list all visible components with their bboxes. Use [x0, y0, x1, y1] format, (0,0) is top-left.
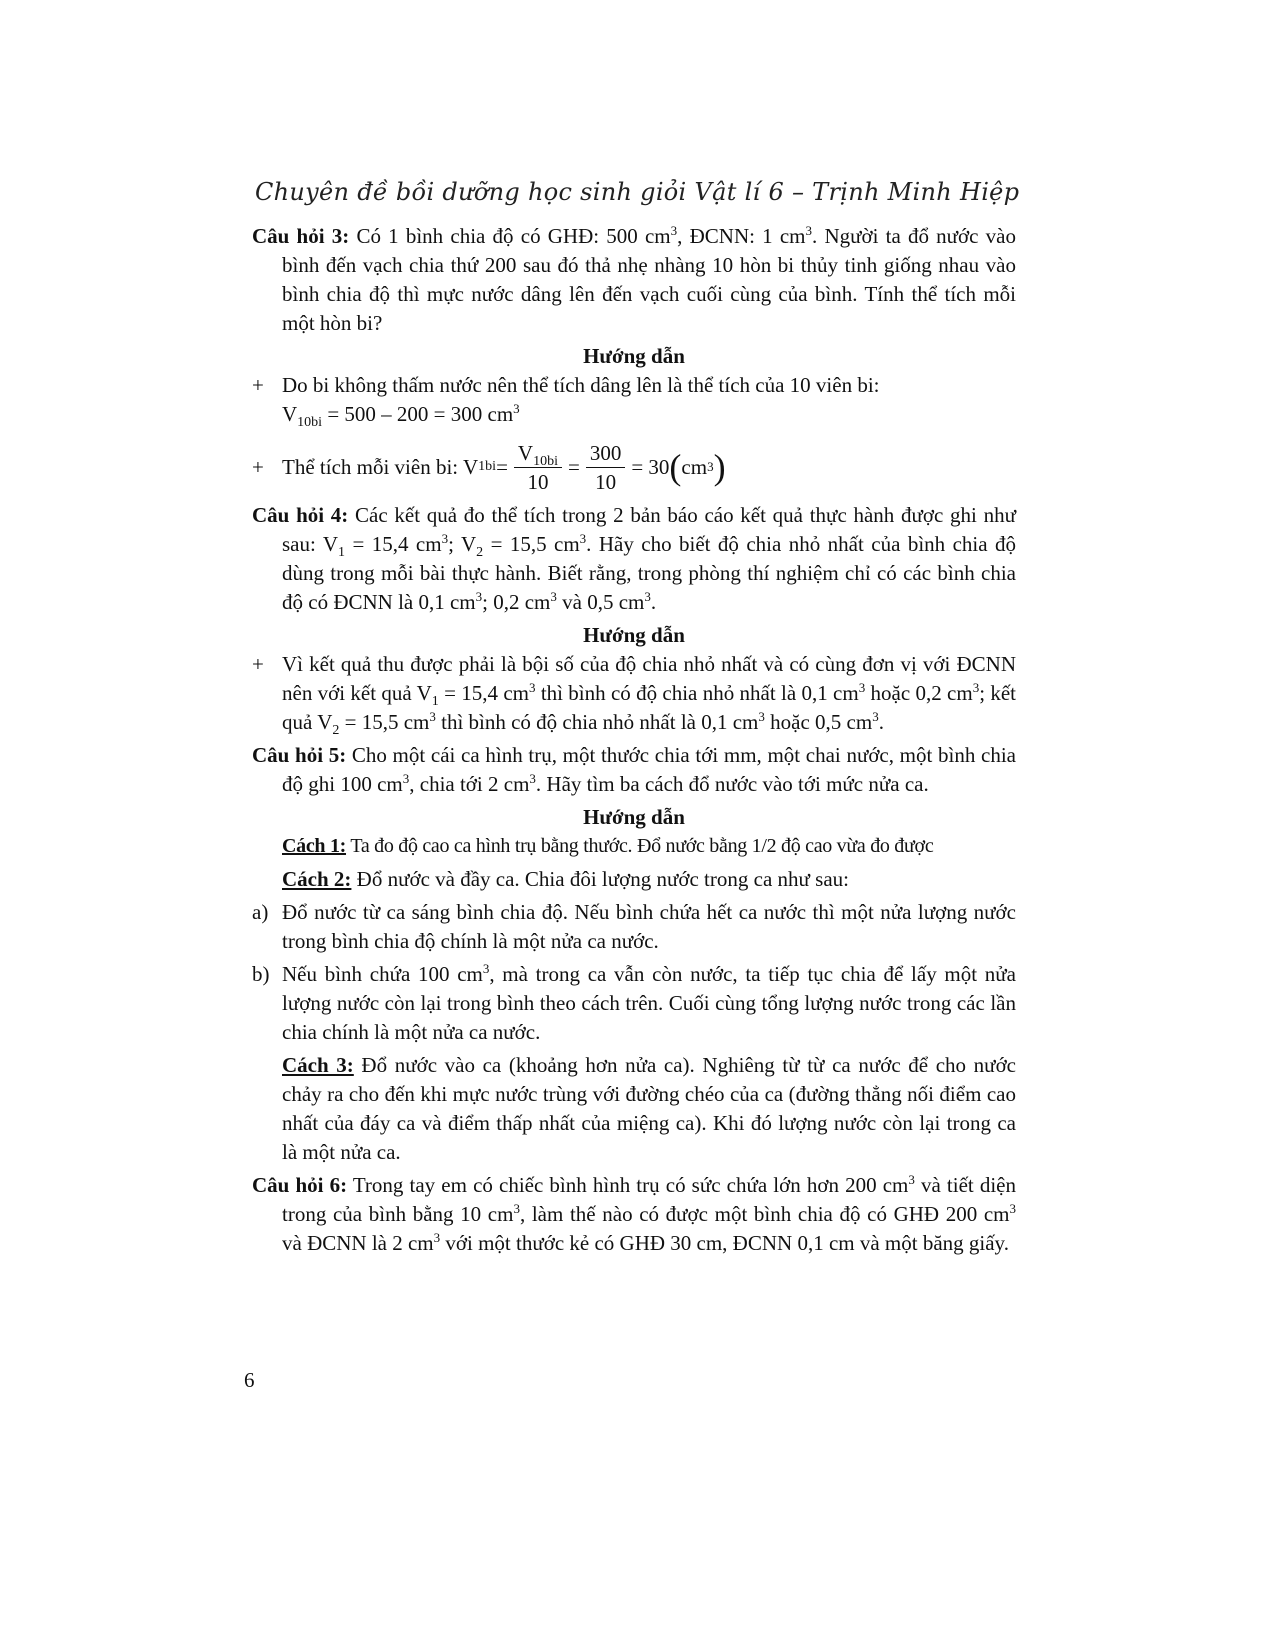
superscript: 3	[402, 771, 410, 786]
page-number: 6	[244, 1368, 255, 1392]
superscript: 3	[758, 709, 765, 724]
list-marker: a)	[252, 900, 269, 924]
paren-close: )	[713, 447, 726, 487]
method-3	[252, 1051, 1016, 1167]
guide-heading: Hướng dẫn	[583, 623, 685, 647]
running-header: Chuyên đề bồi dưỡng học sinh giỏi Vật lí 6 – Trịnh Minh Hiệp	[255, 178, 1020, 206]
superscript: 3	[858, 680, 866, 695]
superscript: 3	[670, 223, 678, 238]
method-1	[252, 832, 1016, 861]
question-5	[252, 741, 1016, 799]
guide-text: ; kết quả V	[282, 681, 1016, 734]
plus-marker: +	[252, 652, 264, 676]
guide-heading: Hướng dẫn	[583, 805, 685, 829]
fraction-denominator: 10	[595, 469, 617, 494]
question-6-text: , làm thế nào có được một bình chia độ có GHĐ 200 cm	[519, 1202, 1010, 1226]
superscript: 3	[529, 771, 536, 786]
superscript: 3	[1009, 1201, 1016, 1216]
formula-text: = 500 – 200 = 300 cm	[322, 402, 514, 426]
superscript: 3	[441, 531, 449, 546]
superscript: 3	[805, 223, 812, 238]
guide-text: .	[878, 710, 884, 734]
equals-sign: =	[496, 454, 508, 479]
question-6-label: Câu hỏi 6:	[252, 1173, 348, 1197]
superscript: 3	[872, 709, 879, 724]
superscript: 3	[644, 589, 651, 604]
question-6-text: với một thước kẻ có GHĐ 30 cm, ĐCNN 0,1 cm và một băng giấy.	[440, 1231, 1009, 1255]
question-5-text: . Hãy tìm ba cách đổ nước vào tới mức nửa ca.	[535, 772, 929, 796]
method-1-label: Cách 1:	[282, 835, 347, 857]
guide-text: thì bình có độ chia nhỏ nhất là 0,1 cm	[535, 681, 859, 705]
question-3-label: Câu hỏi 3:	[252, 224, 350, 248]
fraction	[586, 439, 626, 496]
formula-result: = 30	[631, 454, 670, 479]
superscript: 3	[433, 1230, 441, 1245]
step-text: , mà trong ca vẫn còn nước, ta tiếp tục chia để lấy một nửa lượng nước còn lại trong bình theo cách trên. Cuối cùng tổng lượng nước trong các lần chia chính là một nửa ca nước.	[282, 962, 1016, 1044]
formula-text: Thể tích mỗi viên bi: V	[282, 454, 479, 479]
question-6-text: và ĐCNN là 2 cm	[282, 1231, 434, 1255]
fraction	[514, 439, 562, 496]
superscript: 3	[972, 680, 980, 695]
formula-symbol: V	[517, 440, 534, 465]
step-text: Nếu bình chứa 100 cm	[282, 962, 483, 986]
question-5-label: Câu hỏi 5:	[252, 743, 347, 767]
guide-text: Do bi không thấm nước nên thể tích dâng lên là thể tích của 10 viên bi:	[282, 373, 880, 397]
method-2-step-b	[252, 960, 1016, 1047]
guide-item	[252, 371, 1016, 429]
formula	[282, 400, 1016, 429]
method-2-text: Đổ nước và đầy ca. Chia đôi lượng nước trong ca như sau:	[351, 867, 849, 891]
subscript: 1	[338, 545, 346, 561]
question-3	[252, 222, 1016, 338]
page-content	[252, 222, 1016, 1262]
guide-item	[252, 650, 1016, 737]
superscript: 3	[482, 961, 490, 976]
paren-open: (	[669, 447, 682, 487]
fraction-numerator: 300	[586, 439, 626, 468]
question-4-text: = 15,5 cm	[483, 532, 580, 556]
superscript: 3	[475, 589, 483, 604]
formula-symbol: V	[282, 402, 298, 426]
superscript: 3	[550, 589, 557, 604]
guide-text: hoặc 0,5 cm	[764, 710, 873, 734]
method-2-label: Cách 2:	[282, 867, 352, 891]
question-5-text: Cho một cái ca hình trụ, một thước chia tới mm, một chai nước, một bình chia độ ghi 100 cm	[282, 743, 1016, 796]
volume-formula: + Thể tích mỗi viên bi: V 1bi = $\frac{V_{10bi}}{10}$ = $\frac{300}{10}$ = 30 ( cm 3 )	[252, 440, 726, 494]
question-3-text: Có 1 bình chia độ có GHĐ: 500 cm	[349, 224, 671, 248]
question-4-text: Các kết quả đo thể tích trong 2 bản báo cáo kết quả thực hành được ghi như sau: V	[282, 503, 1016, 556]
subscript: 2	[332, 723, 340, 739]
subscript: 1	[431, 694, 439, 710]
question-4	[252, 501, 1016, 617]
method-1-text: Ta đo độ cao ca hình trụ bằng thước. Đổ nước bằng 1/2 độ cao vừa đo được	[346, 835, 934, 857]
question-4-text: và 0,5 cm	[556, 590, 645, 614]
question-6	[252, 1171, 1016, 1258]
superscript: 3	[513, 401, 520, 416]
question-4-text: . Hãy cho biết độ chia nhỏ nhất của bình chia độ dùng trong mỗi bài thực hành. Biết rằng, trong phòng thí nghiệm chỉ có các bình chia độ có ĐCNN là 0,1 cm	[282, 532, 1016, 614]
method-2-step-a	[252, 898, 1016, 956]
unit: cm	[681, 454, 708, 479]
question-4-text: .	[650, 590, 657, 614]
fraction-denominator: 10	[527, 469, 549, 494]
equals-sign: =	[567, 454, 580, 479]
question-5-text: , chia tới 2 cm	[409, 772, 530, 796]
question-3-text: , ĐCNN: 1 cm	[677, 224, 806, 248]
question-4-label: Câu hỏi 4:	[252, 503, 349, 527]
step-text: Đổ nước từ ca sáng bình chia độ. Nếu bình chứa hết ca nước thì một nửa lượng nước trong bình chia độ chính là một nửa ca nước.	[282, 900, 1016, 953]
method-2	[252, 865, 1016, 894]
question-6-text: và tiết diện trong của bình bằng 10 cm	[282, 1173, 1017, 1226]
question-4-text: ; 0,2 cm	[482, 590, 551, 614]
fraction-numerator	[514, 439, 562, 468]
superscript: 3	[579, 531, 587, 546]
plus-marker: +	[252, 455, 264, 479]
superscript: 3	[429, 709, 436, 724]
plus-marker: +	[252, 373, 264, 397]
guide-text: hoặc 0,2 cm	[865, 681, 973, 705]
guide-text: Vì kết quả thu được phải là bội số của độ chia nhỏ nhất và có cùng đơn vị với ĐCNN nên với kết quả V	[282, 652, 1016, 705]
question-4-text: = 15,4 cm	[345, 532, 442, 556]
subscript: 10bi	[533, 453, 558, 469]
superscript: 3	[529, 680, 536, 695]
list-marker: b)	[252, 962, 270, 986]
question-6-text: Trong tay em có chiếc bình hình trụ có sức chứa lớn hơn 200 cm	[347, 1173, 909, 1197]
superscript: 3	[908, 1172, 915, 1187]
subscript: 10bi	[297, 415, 323, 431]
guide-heading: Hướng dẫn	[583, 344, 685, 368]
subscript: 2	[476, 545, 484, 561]
method-3-text: Đổ nước vào ca (khoảng hơn nửa ca). Nghiêng từ từ ca nước để cho nước chảy ra cho đến khi mực nước trùng với đường chéo của ca (đường thẳng nối điểm cao nhất của đáy ca và điểm thấp nhất của miệng ca). Khi đó lượng nước còn lại trong ca là một nửa ca.	[282, 1053, 1016, 1164]
superscript: 3	[513, 1201, 520, 1216]
guide-text: thì bình có độ chia nhỏ nhất là 0,1 cm	[435, 710, 759, 734]
question-3-text: . Người ta đổ nước vào bình đến vạch chia thứ 200 sau đó thả nhẹ nhàng 10 hòn bi thủy tinh giống nhau vào bình chia độ thì mực nước dâng lên đến vạch cuối cùng của bình. Tính thể tích mỗi một hòn bi?	[282, 224, 1017, 335]
question-4-text: ; V	[448, 532, 477, 556]
method-3-label: Cách 3:	[282, 1053, 354, 1077]
guide-text: = 15,4 cm	[438, 681, 529, 705]
guide-text: = 15,5 cm	[339, 710, 430, 734]
